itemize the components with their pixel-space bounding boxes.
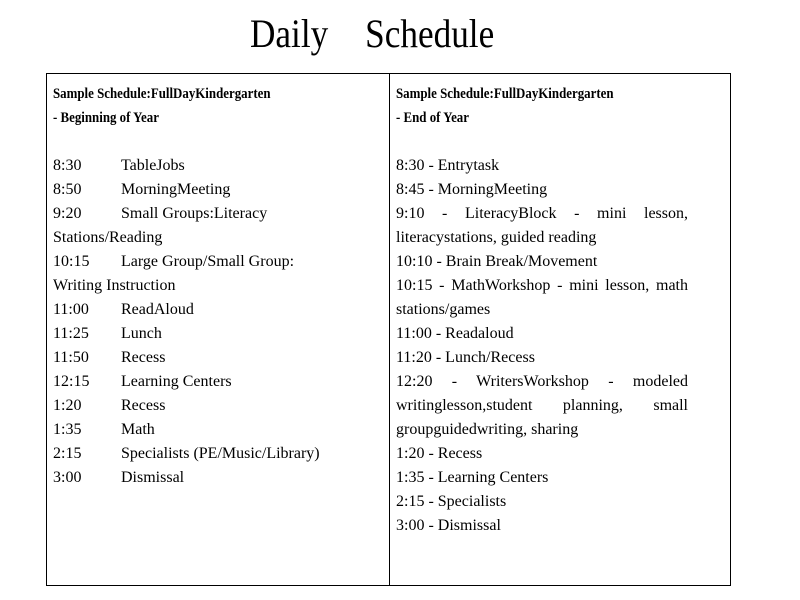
row-time: 10:15 <box>53 253 90 270</box>
schedule-row: 8:30 - Entrytask <box>396 157 500 174</box>
schedule-row <box>53 370 389 394</box>
schedule-row: 11:00 - Readaloud <box>396 325 514 342</box>
row-time: 12:15 <box>53 373 90 390</box>
end-of-year-column <box>390 74 730 585</box>
beginning-header-line1: Sample Schedule:FullDayKindergarten <box>53 86 271 102</box>
schedule-row <box>53 178 389 202</box>
schedule-row <box>53 202 389 226</box>
row-activity: Lunch <box>121 325 162 342</box>
row-activity: Learning Centers <box>121 373 232 390</box>
schedule-row: 2:15 - Specialists <box>396 493 507 510</box>
row-time: 3:00 <box>53 469 82 486</box>
schedule-row <box>53 250 389 274</box>
schedule-table <box>46 73 731 586</box>
schedule-row-continuation: Stations/Reading <box>53 229 163 246</box>
schedule-row-continuation: Writing Instruction <box>53 277 176 294</box>
title-word-daily: Daily <box>250 11 329 56</box>
row-time: 8:50 <box>53 181 82 198</box>
title-word-schedule: Schedule <box>365 11 495 56</box>
beginning-of-year-column <box>47 74 390 585</box>
schedule-row <box>53 346 389 370</box>
row-activity: Small Groups:Literacy <box>121 205 268 222</box>
page-title <box>250 8 495 60</box>
row-time: 9:20 <box>53 205 82 222</box>
row-time: 11:00 <box>53 301 89 318</box>
row-activity: TableJobs <box>121 157 185 174</box>
header-spacer <box>396 130 730 154</box>
schedule-row: 12:20 - WritersWorkshop - modeled writinglesson,student planning, small groupguidedwriting, sharing <box>396 373 688 438</box>
end-header-line1: Sample Schedule:FullDayKindergarten <box>396 86 614 102</box>
schedule-row: 1:20 - Recess <box>396 445 483 462</box>
row-activity: Recess <box>121 349 166 366</box>
schedule-row: 11:20 - Lunch/Recess <box>396 349 535 366</box>
row-activity: Recess <box>121 397 166 414</box>
row-activity: Math <box>121 421 155 438</box>
schedule-row <box>53 322 389 346</box>
row-activity: MorningMeeting <box>121 181 231 198</box>
row-activity: ReadAloud <box>121 301 194 318</box>
row-time: 1:35 <box>53 421 82 438</box>
end-header-line2: - End of Year <box>396 110 469 126</box>
schedule-row <box>53 442 389 466</box>
row-activity: Large Group/Small Group: <box>121 253 295 270</box>
schedule-row: 9:10 - LiteracyBlock - mini lesson, literacystations, guided reading <box>396 205 688 246</box>
schedule-row: 10:10 - Brain Break/Movement <box>396 253 598 270</box>
schedule-row <box>53 418 389 442</box>
row-time: 11:50 <box>53 349 89 366</box>
schedule-row: 10:15 - MathWorkshop - mini lesson, math stations/games <box>396 277 688 318</box>
beginning-header-line2: - Beginning of Year <box>53 110 159 126</box>
schedule-row: 8:45 - MorningMeeting <box>396 181 548 198</box>
schedule-row <box>53 394 389 418</box>
row-time: 1:20 <box>53 397 82 414</box>
schedule-row <box>53 298 389 322</box>
schedule-row: 1:35 - Learning Centers <box>396 469 549 486</box>
row-time: 2:15 <box>53 445 82 462</box>
schedule-row: 3:00 - Dismissal <box>396 517 501 534</box>
header-spacer <box>53 130 389 154</box>
row-activity: Dismissal <box>121 469 185 486</box>
schedule-row <box>53 466 389 490</box>
row-time: 8:30 <box>53 157 82 174</box>
row-time: 11:25 <box>53 325 89 342</box>
schedule-row <box>53 154 389 178</box>
row-activity: Specialists (PE/Music/Library) <box>121 445 320 462</box>
